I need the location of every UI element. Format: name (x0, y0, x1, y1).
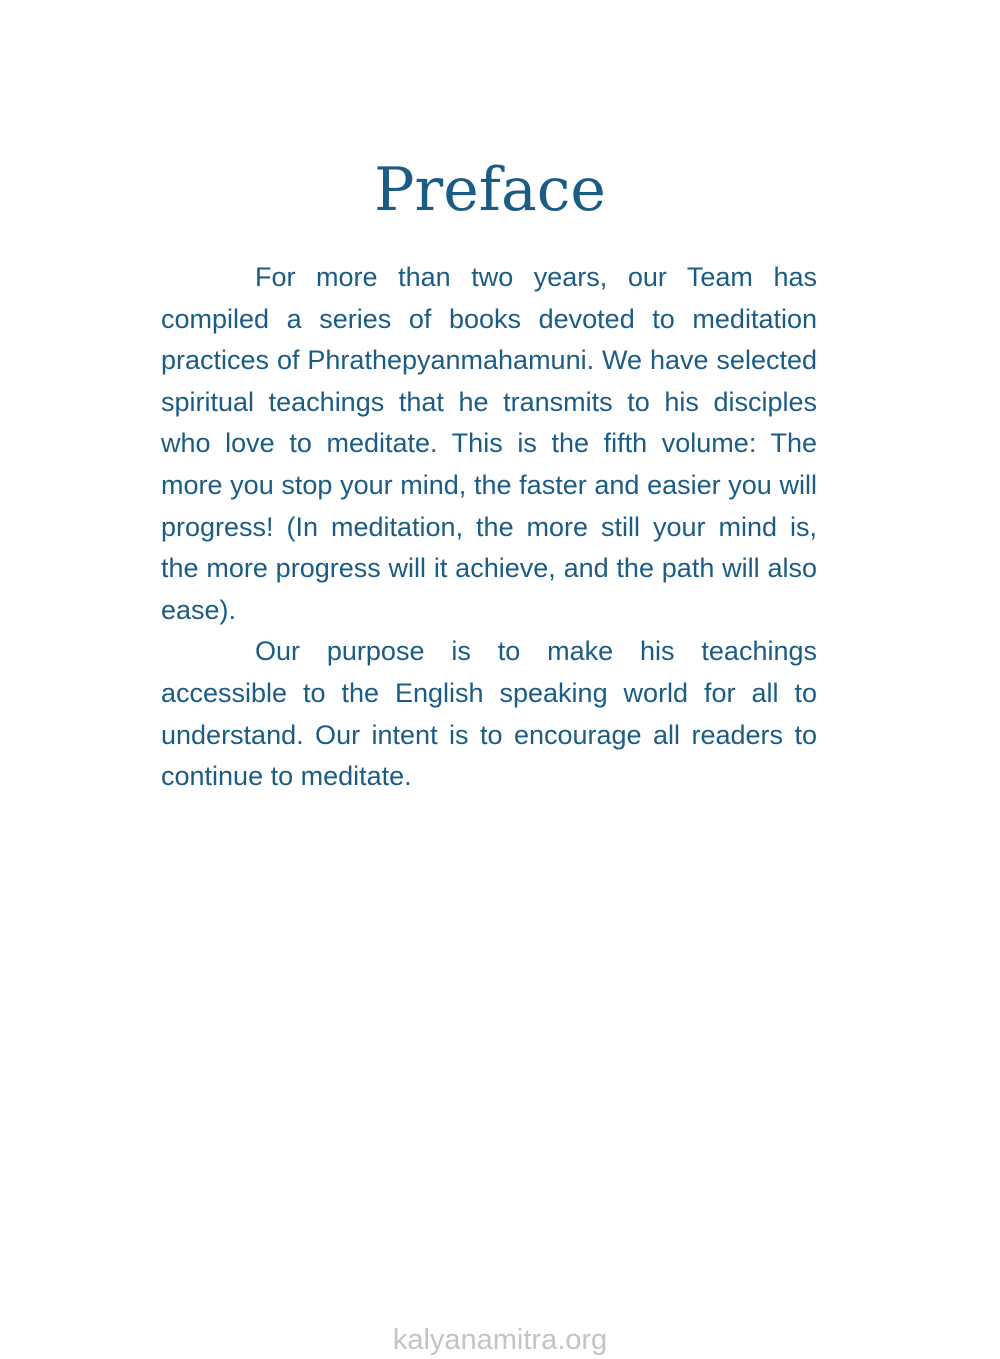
paragraph-1: For more than two years, our Team has compiled a series of books devoted to meditation practices of Phrathepyanmahamuni. We have selected spiritual teachings that he transmits to his disciples who love to meditate. This is the fifth volume: The more you stop your mind, the faster and easier you will progress! (In meditation, the more still your mind is, the more progress will it achieve, and the path will also ease). (161, 262, 817, 625)
preface-body (161, 257, 817, 798)
page-title: Preface (374, 155, 606, 225)
footer-watermark: kalyanamitra.org (392, 1324, 608, 1356)
paragraph-2: Our purpose is to make his teachings accessible to the English speaking world for all to understand. Our intent is to encourage all readers to continue to meditate. (161, 636, 817, 792)
